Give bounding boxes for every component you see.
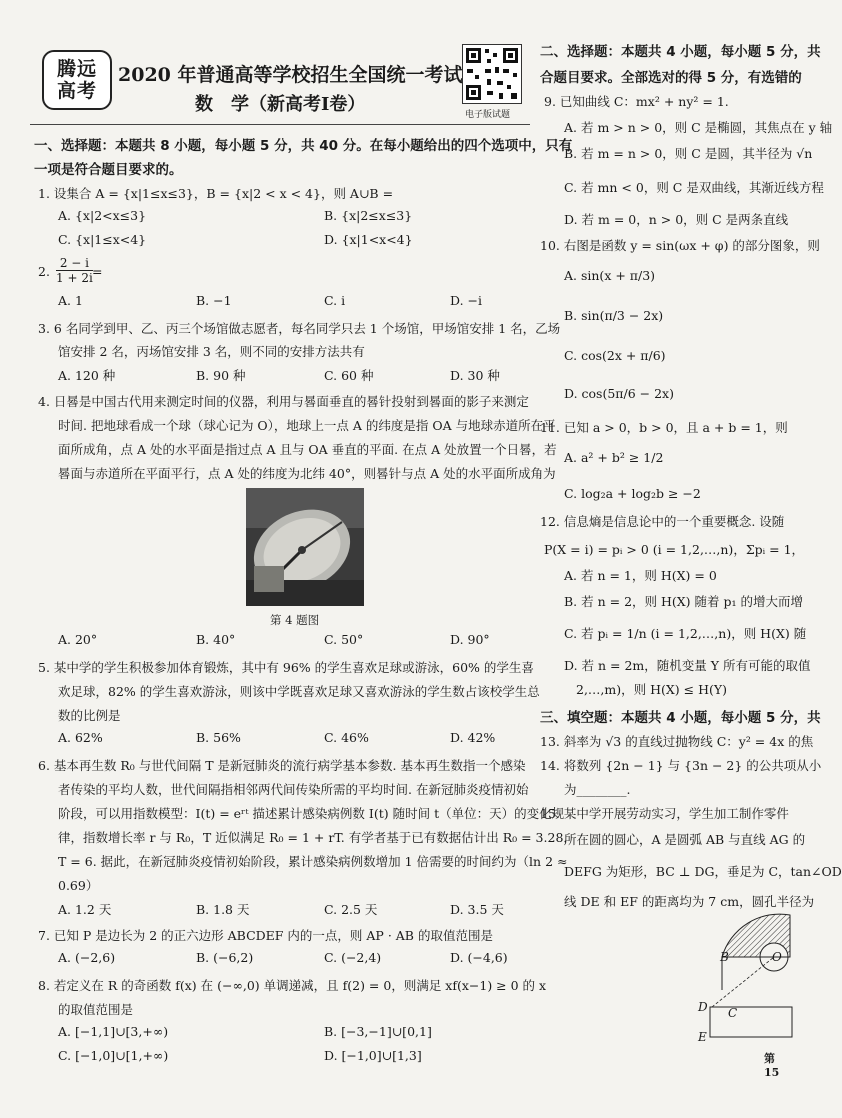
q1-stem: 1. 设集合 A = {x|1≤x≤3}，B = {x|2 < x < 4}，则 A∪B = (38, 186, 394, 201)
q8-stem-line1: 8. 若定义在 R 的奇函数 f(x) 在 (−∞,0) 单调递减，且 f(2) = 0，则满足 xf(x−1) ≥ 0 的 x (38, 978, 547, 993)
q9-option-b: B. 若 m = n > 0，则 C 是圆，其半径为 √n (564, 146, 813, 161)
q12-stem-line2: P(X = i) = pᵢ > 0 (i = 1,2,…,n)，Σpᵢ = 1， (544, 542, 805, 557)
sundial-photo (246, 488, 364, 606)
q3-stem-line1: 3. 6 名同学到甲、乙、丙三个场馆做志愿者，每名同学只去 1 个场馆，甲场馆安排 1 名，乙场 (38, 321, 561, 336)
q4-option-a: A. 20° (58, 632, 98, 647)
q15-figure (712, 915, 790, 1055)
qr-code[interactable] (462, 44, 522, 104)
fig-label-e: E (698, 1030, 707, 1044)
q7-stem: 7. 已知 P 是边长为 2 的正六边形 ABCDEF 内的一点，则 AP · AB 的取值范围是 (38, 928, 493, 943)
q9-stem: 9. 已知曲线 C：mx² + ny² = 1. (544, 94, 729, 109)
q3-option-b: B. 90 种 (196, 368, 246, 383)
q10-option-a: A. sin(x + π/3) (564, 268, 656, 283)
q11-option-a: A. a² + b² ≥ 1/2 (564, 450, 664, 465)
header-divider (30, 124, 530, 125)
q9-option-d: D. 若 m = 0，n > 0，则 C 是两条直线 (564, 212, 789, 227)
q1-option-a: A. {x|2<x≤3} (58, 208, 147, 223)
q2-number: 2. (38, 264, 50, 279)
q2-option-d: D. −i (450, 293, 482, 308)
q3-stem-line2: 馆安排 2 名，丙场馆安排 3 名，则不同的安排方法共有 (58, 344, 365, 359)
logo-text-top: 腾远 (56, 58, 97, 80)
q5-option-d: D. 42% (450, 730, 496, 745)
q10-option-c: C. cos(2x + π/6) (564, 348, 666, 363)
q2-fraction (56, 256, 93, 285)
q9-option-a: A. 若 m > n > 0，则 C 是椭圆，其焦点在 y 轴 (564, 120, 833, 135)
q10-stem: 10. 右图是函数 y = sin(ωx + φ) 的部分图象，则 (540, 238, 820, 253)
section1-heading: 一、选择题：本题共 8 小题，每小题 5 分，共 40 分。在每小题给出的四个选项中，只有 (34, 138, 573, 154)
q8-option-d: D. [−1,0]∪[1,3] (324, 1048, 422, 1063)
q6-stem-line2: 者传染的平均人数，世代间隔指相邻两代间传染所需的平均时间. 在新冠肺炎疫情初始 (58, 782, 529, 797)
q8-option-c: C. [−1,0]∪[1,+∞) (58, 1048, 169, 1063)
q5-option-c: C. 46% (324, 730, 369, 745)
section2-heading-cont: 合题目要求。全部选对的得 5 分，有选错的 (540, 70, 802, 86)
fig-label-b: B (720, 950, 729, 964)
logo-text-bottom: 高考 (56, 80, 97, 102)
q1-option-d: D. {x|1<x<4} (324, 232, 413, 247)
q5-stem-line2: 欢足球，82% 的学生喜欢游泳，则该中学既喜欢足球又喜欢游泳的学生数占该校学生总 (58, 684, 540, 699)
q9-option-c: C. 若 mn < 0，则 C 是双曲线，其渐近线方程 (564, 180, 824, 195)
q4-stem-line3: 面所成角，点 A 处的水平面是指过点 A 且与 OA 垂直的平面. 在点 A 处放置一个日晷，若 (58, 442, 557, 457)
q10-option-d: D. cos(5π/6 − 2x) (564, 386, 674, 401)
q6-stem-line3: 阶段，可以用指数模型：I(t) = eʳᵗ 描述累计感染病例数 I(t) 随时间 t（单位：天）的变化规 (58, 806, 565, 821)
q15-stem-line3: DEFG 为矩形，BC ⊥ DG，垂足为 C，tan∠OD (564, 864, 842, 879)
q3-option-a: A. 120 种 (58, 368, 116, 383)
page-number: 第 15 (764, 1052, 780, 1079)
q3-option-d: D. 30 种 (450, 368, 500, 383)
section3-heading: 三、填空题：本题共 4 小题，每小题 5 分，共 (540, 710, 821, 726)
q5-stem-line1: 5. 某中学的学生积极参加体育锻炼，其中有 96% 的学生喜欢足球或游泳，60% 的学生喜 (38, 660, 534, 675)
q10-option-b: B. sin(π/3 − 2x) (564, 308, 664, 323)
q7-option-b: B. (−6,2) (196, 950, 254, 965)
fig-label-c: C (728, 1006, 738, 1020)
q15-stem-line1: 15. 某中学开展劳动实习，学生加工制作零件 (540, 806, 789, 821)
q14-blank: 为________. (564, 782, 631, 797)
q8-option-b: B. [−3,−1]∪[0,1] (324, 1024, 432, 1039)
q12-option-b: B. 若 n = 2，则 H(X) 随着 p₁ 的增大而增 (564, 594, 803, 609)
q4-figure-caption: 第 4 题图 (270, 613, 320, 627)
q6-option-b: B. 1.8 天 (196, 902, 250, 917)
q3-option-c: C. 60 种 (324, 368, 374, 383)
q1-option-c: C. {x|1≤x<4} (58, 232, 147, 247)
q8-stem-line2: 的取值范围是 (58, 1002, 134, 1017)
q11-option-c: C. log₂a + log₂b ≥ −2 (564, 486, 701, 501)
q5-stem-line3: 数的比例是 (58, 708, 121, 723)
q14-stem: 14. 将数列 {2n − 1} 与 {3n − 2} 的公共项从小 (540, 758, 822, 773)
q4-stem-line2: 时间. 把地球看成一个球（球心记为 O），地球上一点 A 的纬度是指 OA 与地球赤道所在平 (58, 418, 556, 433)
fig-label-d: D (698, 1000, 708, 1014)
exam-subject: 数 学（新高考Ⅰ卷） (195, 94, 366, 115)
q2-option-a: A. 1 (58, 293, 83, 308)
section2-heading: 二、选择题：本题共 4 小题，每小题 5 分，共 (540, 44, 821, 60)
q2-numerator: 2 − i (56, 256, 93, 271)
q6-option-d: D. 3.5 天 (450, 902, 504, 917)
q6-stem-line6: 0.69） (58, 878, 99, 893)
q11-stem: 11. 已知 a > 0，b > 0，且 a + b = 1，则 (540, 420, 788, 435)
q7-option-d: D. (−4,6) (450, 950, 508, 965)
q12-option-d-cont: 2,…,m)，则 H(X) ≤ H(Y) (576, 682, 727, 697)
q8-option-a: A. [−1,1]∪[3,+∞) (58, 1024, 169, 1039)
q6-stem-line4: 律，指数增长率 r 与 R₀，T 近似满足 R₀ = 1 + rT. 有学者基于已有数据估计出 R₀ = 3.28， (58, 830, 576, 845)
qr-caption: 电子版试题 (465, 110, 511, 120)
q6-option-c: C. 2.5 天 (324, 902, 378, 917)
section1-heading-cont: 一项是符合题目要求的。 (34, 162, 183, 178)
q4-stem-line4: 晷面与赤道所在平面平行，点 A 处的纬度为北纬 40°，则晷针与点 A 处的水平面所成角为 (58, 466, 556, 481)
q12-stem: 12. 信息熵是信息论中的一个重要概念. 设随 (540, 514, 785, 529)
q2-option-b: B. −1 (196, 293, 232, 308)
q12-option-c: C. 若 pᵢ = 1/n (i = 1,2,…,n)，则 H(X) 随 (564, 626, 807, 641)
q15-stem-line2: 所在圆的圆心，A 是圆弧 AB 与直线 AG 的 (564, 832, 806, 847)
q4-option-d: D. 90° (450, 632, 490, 647)
fig-label-o: O (772, 950, 782, 964)
q12-option-d: D. 若 n = 2m，随机变量 Y 所有可能的取值 (564, 658, 811, 673)
q6-option-a: A. 1.2 天 (58, 902, 112, 917)
q15-stem-line4: 线 DE 和 EF 的距离均为 7 cm，圆孔半径为 (564, 894, 815, 909)
exam-title: 2020 年普通高等学校招生全国统一考试 (118, 64, 463, 86)
q7-option-a: A. (−2,6) (58, 950, 116, 965)
q5-option-b: B. 56% (196, 730, 241, 745)
q6-stem-line5: T = 6. 据此，在新冠肺炎疫情初始阶段，累计感染病例数增加 1 倍需要的时间约为（ln 2 ≈ (58, 854, 568, 869)
brand-logo (42, 50, 112, 110)
q4-option-c: C. 50° (324, 632, 364, 647)
q12-option-a: A. 若 n = 1，则 H(X) = 0 (564, 568, 717, 583)
q2-option-c: C. i (324, 293, 346, 308)
q4-stem-line1: 4. 日晷是中国古代用来测定时间的仪器，利用与晷面垂直的晷针投射到晷面的影子来测定 (38, 394, 529, 409)
q2-denominator: 1 + 2i (56, 271, 93, 285)
q7-option-c: C. (−2,4) (324, 950, 382, 965)
q4-option-b: B. 40° (196, 632, 236, 647)
q1-option-b: B. {x|2≤x≤3} (324, 208, 413, 223)
q13-stem: 13. 斜率为 √3 的直线过抛物线 C：y² = 4x 的焦 (540, 734, 814, 749)
q6-stem-line1: 6. 基本再生数 R₀ 与世代间隔 T 是新冠肺炎的流行病学基本参数. 基本再生数指一个感染 (38, 758, 526, 773)
q2-equals: = (92, 264, 103, 279)
q5-option-a: A. 62% (58, 730, 103, 745)
